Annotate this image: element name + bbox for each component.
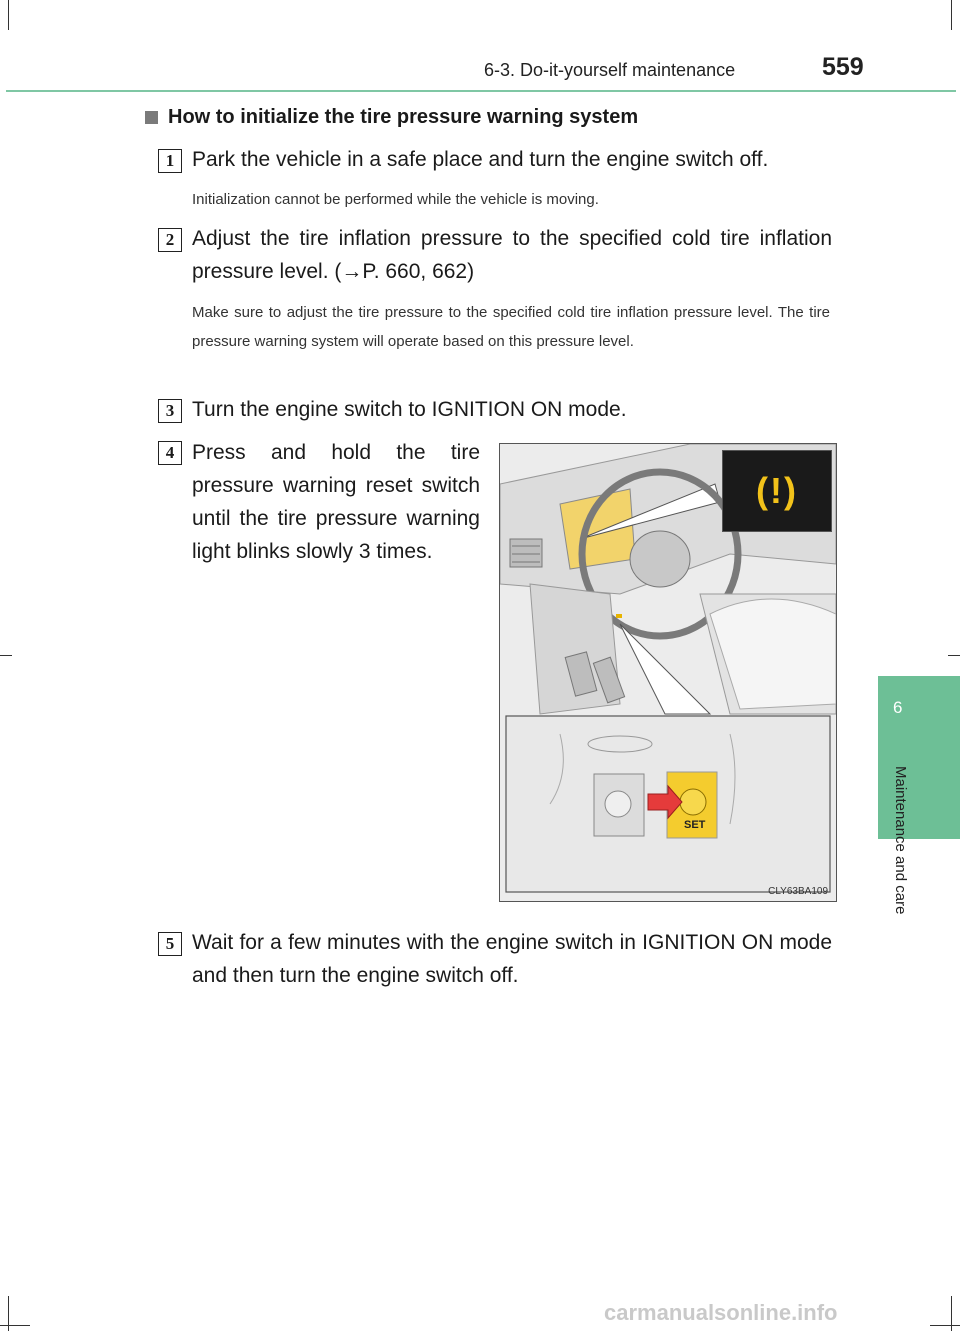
chapter-number: 6 [893,698,903,717]
step-number-1: 1 [158,149,182,173]
section-title-text: How to initialize the tire pressure warning system [168,106,639,128]
step-text-5: Wait for a few minutes with the engine switch in IGNITION ON mode and then turn the engine switch off. [192,931,832,987]
page-number: 559 [822,53,864,81]
set-switch-label: SET [684,819,706,831]
chapter-label [883,766,911,956]
crop-mark [948,655,960,656]
step-note-2: Make sure to adjust the tire pressure to the specified cold tire inflation pressure level. The tire pressure warning system will operate based on this pressure level. [192,304,830,350]
warning-symbol: (!) [756,470,798,511]
header-rule [6,90,956,92]
step-number-2: 2 [158,228,182,252]
step-number-3: 3 [158,399,182,423]
crop-mark [8,0,9,30]
step-text-3: Turn the engine switch to IGNITION ON mode. [192,398,627,421]
crop-mark [0,1325,30,1326]
chapter-label-text: Maintenance and care [892,766,909,915]
dashboard-illustration [499,443,837,902]
crop-mark [951,0,952,30]
tire-pressure-warning-light-icon [722,450,832,532]
step-text-1: Park the vehicle in a safe place and turn the engine switch off. [192,148,769,171]
figure-code: CLY63BA109 [768,886,828,897]
square-bullet-icon [145,111,158,124]
header-section-title: 6-3. Do-it-yourself maintenance [484,60,736,80]
step-text-2: Adjust the tire inflation pressure to the specified cold tire inflation pressure level. (→P. 660, 662) [192,227,832,283]
crop-mark [930,1325,960,1326]
step-number-5: 5 [158,932,182,956]
section-title [145,106,638,129]
watermark: carmanualsonline.info [604,1300,838,1325]
step-text-4: Press and hold the tire pressure warning reset switch until the tire pressure warning light blinks slowly 3 times. [192,441,480,563]
crop-mark [0,655,12,656]
step-note-1: Initialization cannot be performed while the vehicle is moving. [192,191,599,208]
step-number-4: 4 [158,441,182,465]
